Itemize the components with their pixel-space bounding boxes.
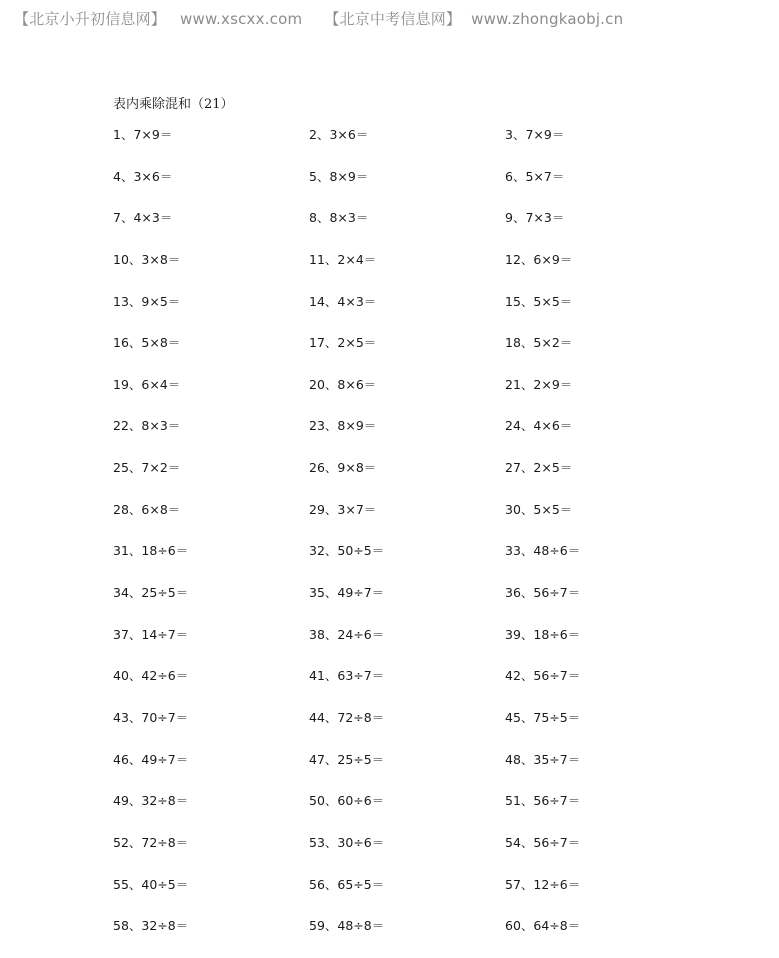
problem-item: 27、2×5＝ (505, 460, 573, 476)
problem-item: 45、75÷5＝ (505, 709, 581, 725)
problem-item: 13、9×5＝ (113, 293, 181, 309)
header-url-xscxx[interactable]: www.xscxx.com (180, 10, 303, 28)
problem-item: 38、24÷6＝ (309, 626, 385, 642)
problem-item: 2、3×6＝ (309, 127, 369, 142)
problem-item: 30、5×5＝ (505, 501, 573, 517)
problem-row (113, 416, 713, 458)
problem-item: 46、49÷7＝ (113, 751, 189, 767)
problem-item: 41、63÷7＝ (309, 668, 385, 684)
problem-item: 58、32÷8＝ (113, 918, 189, 934)
problem-item: 25、7×2＝ (113, 460, 181, 476)
problem-row (113, 916, 713, 958)
problem-item: 3、7×9＝ (505, 127, 565, 142)
problem-row (113, 625, 713, 667)
problem-item: 9、7×3＝ (505, 210, 565, 226)
problem-item: 28、6×8＝ (113, 501, 181, 517)
problem-row (113, 292, 713, 334)
problem-item: 11、2×4＝ (309, 251, 377, 267)
problem-item: 59、48÷8＝ (309, 918, 385, 934)
problem-item: 32、50÷5＝ (309, 543, 385, 559)
problem-row (113, 833, 713, 875)
header-site-name-xscxx: 【北京小升初信息网】 (14, 10, 167, 28)
problem-item: 44、72÷8＝ (309, 709, 385, 725)
problem-row (113, 708, 713, 750)
problem-row (113, 125, 713, 167)
problem-row (113, 875, 713, 917)
problem-item: 21、2×9＝ (505, 376, 573, 392)
problem-item: 8、8×3＝ (309, 210, 369, 226)
problem-row (113, 750, 713, 792)
problem-item: 42、56÷7＝ (505, 668, 581, 684)
problem-item: 34、25÷5＝ (113, 585, 189, 601)
problem-item: 18、5×2＝ (505, 335, 573, 351)
problem-item: 5、8×9＝ (309, 168, 369, 184)
problem-item: 55、40÷5＝ (113, 876, 189, 892)
problem-item: 22、8×3＝ (113, 418, 181, 434)
problem-row (113, 583, 713, 625)
problem-item: 17、2×5＝ (309, 335, 377, 351)
problem-item: 24、4×6＝ (505, 418, 573, 434)
problem-item: 49、32÷8＝ (113, 793, 189, 809)
page-header (14, 8, 623, 30)
problem-item: 36、56÷7＝ (505, 585, 581, 601)
problem-item: 54、56÷7＝ (505, 834, 581, 850)
problem-row (113, 666, 713, 708)
problem-item: 12、6×9＝ (505, 251, 573, 267)
problem-item: 53、30÷6＝ (309, 834, 385, 850)
problem-item: 48、35÷7＝ (505, 751, 581, 767)
problem-row (113, 250, 713, 292)
problem-item: 10、3×8＝ (113, 251, 181, 267)
header-url-zhongkao[interactable]: www.zhongkaobj.cn (471, 10, 624, 28)
worksheet-title: 表内乘除混和（21） (113, 97, 234, 112)
problem-item: 20、8×6＝ (309, 376, 377, 392)
problem-item: 33、48÷6＝ (505, 543, 581, 559)
problem-item: 19、6×4＝ (113, 376, 181, 392)
problem-item: 15、5×5＝ (505, 293, 573, 309)
problem-row (113, 541, 713, 583)
problem-grid (113, 125, 713, 958)
problem-item: 14、4×3＝ (309, 293, 377, 309)
problem-item: 56、65÷5＝ (309, 876, 385, 892)
problem-item: 60、64÷8＝ (505, 918, 581, 934)
problem-item: 40、42÷6＝ (113, 668, 189, 684)
problem-item: 50、60÷6＝ (309, 793, 385, 809)
problem-row (113, 791, 713, 833)
problem-item: 39、18÷6＝ (505, 626, 581, 642)
problem-item: 52、72÷8＝ (113, 834, 189, 850)
problem-item: 51、56÷7＝ (505, 793, 581, 809)
problem-item: 4、3×6＝ (113, 168, 173, 184)
problem-row (113, 208, 713, 250)
problem-row (113, 375, 713, 417)
problem-item: 43、70÷7＝ (113, 709, 189, 725)
problem-row (113, 500, 713, 542)
problem-item: 26、9×8＝ (309, 460, 377, 476)
problem-item: 37、14÷7＝ (113, 626, 189, 642)
problem-item: 1、7×9＝ (113, 127, 173, 142)
problem-item: 31、18÷6＝ (113, 543, 189, 559)
problem-item: 23、8×9＝ (309, 418, 377, 434)
problem-row (113, 167, 713, 209)
problem-item: 35、49÷7＝ (309, 585, 385, 601)
problem-item: 6、5×7＝ (505, 168, 565, 184)
problem-item: 57、12÷6＝ (505, 876, 581, 892)
problem-item: 7、4×3＝ (113, 210, 173, 226)
problem-item: 47、25÷5＝ (309, 751, 385, 767)
problem-row (113, 333, 713, 375)
header-site-name-zhongkao: 【北京中考信息网】 (324, 10, 462, 28)
problem-item: 16、5×8＝ (113, 335, 181, 351)
problem-row (113, 458, 713, 500)
problem-item: 29、3×7＝ (309, 501, 377, 517)
